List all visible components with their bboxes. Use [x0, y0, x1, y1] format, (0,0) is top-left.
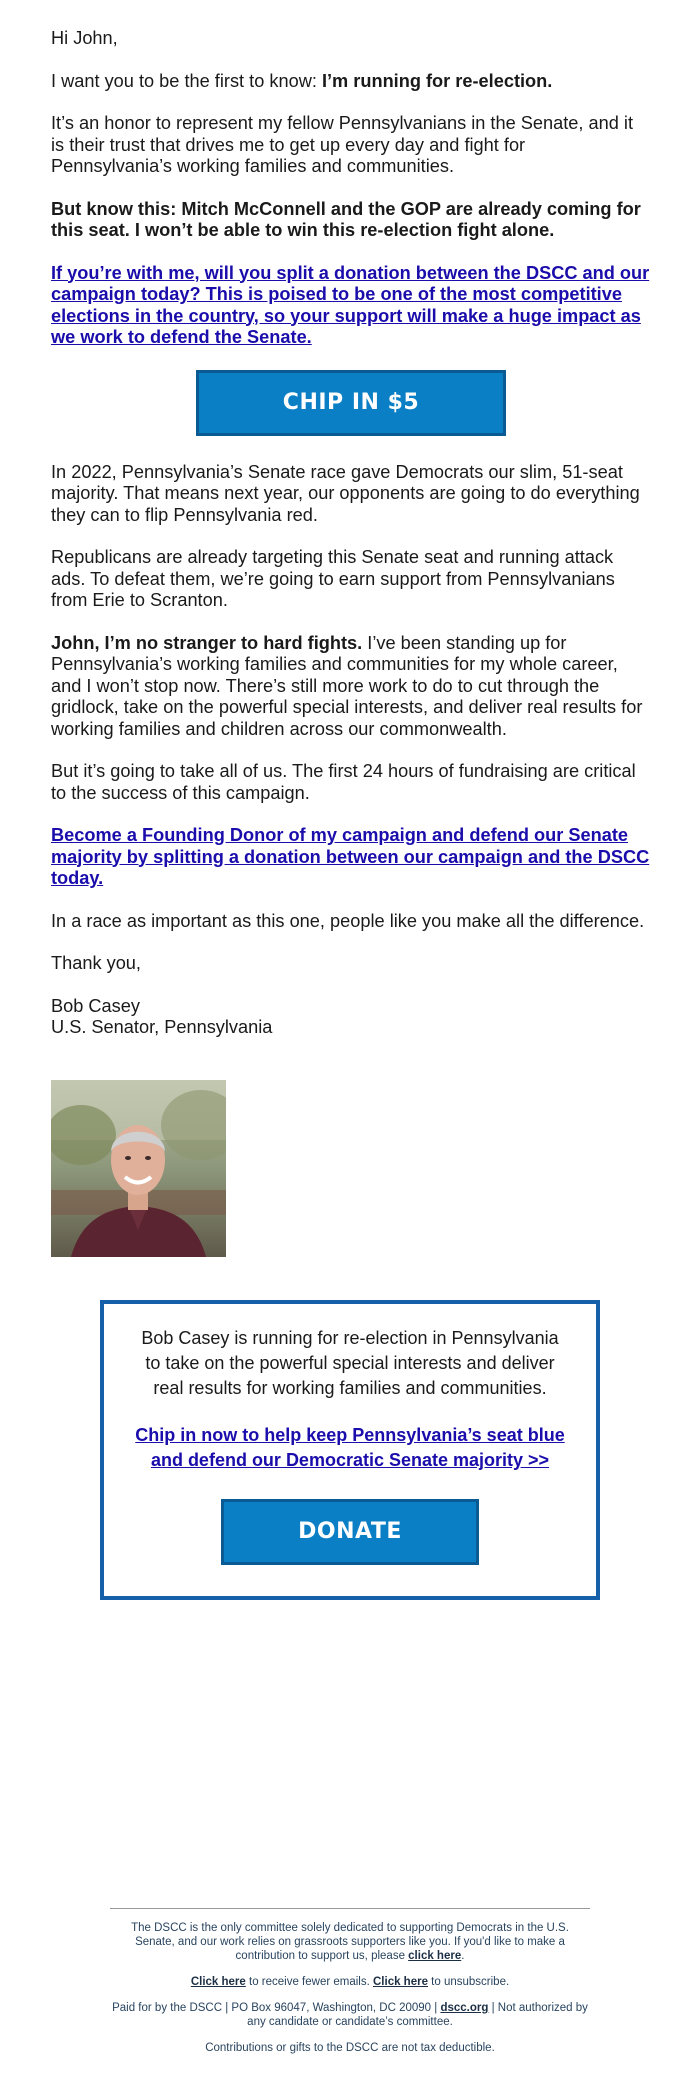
paragraph-24-hours: But it’s going to take all of us. The first 24 hours of fundraising are critical to the success of this campaign.	[51, 761, 636, 803]
paragraph-honor: It’s an honor to represent my fellow Pennsylvanians in the Senate, and it is their trust that drives me to get up every day and fight for Pennsylvania’s working families and communities.	[51, 113, 634, 176]
footer-tax-note: Contributions or gifts to the DSCC are not tax deductible.	[205, 2042, 495, 2054]
announcement-text: I want you to be the first to know:	[51, 70, 322, 91]
hard-fights-text: I’ve been standing up for Pennsylvania’s working families and communities for my whole career, and I won’t stop now. There’s still more work to do to cut through the gridlock, take on the powerful special interests, and deliver real results for working families and children across our commonwealth.	[51, 632, 643, 739]
fewer-emails-text: to receive fewer emails.	[245, 1976, 373, 1988]
paid-for-text: Paid for by the DSCC | PO Box 96047, Washington, DC 20090 |	[112, 2002, 441, 2014]
footer-period: .	[461, 1950, 465, 1962]
donate-button[interactable]: DONATE	[221, 1499, 479, 1565]
email-body	[51, 28, 651, 1060]
callout-text: Bob Casey is running for re-election in Pennsylvania to take on the powerful special interests and deliver real results for working families and communities.	[141, 1328, 559, 1398]
cta-wrap	[51, 370, 651, 436]
paragraph-republicans: Republicans are already targeting this Senate seat and running attack ads. To defeat them, we’re going to earn support from Pennsylvanians from Erie to Scranton.	[51, 547, 615, 610]
dscc-site-link[interactable]: dscc.org	[440, 2002, 489, 2014]
portrait-image	[51, 1080, 226, 1257]
unsubscribe-text: to unsubscribe.	[427, 1976, 510, 1988]
paragraph-2022: In 2022, Pennsylvania’s Senate race gave Democrats our slim, 51-seat majority. That means next year, our opponents are going to do everything they can to flip Pennsylvania red.	[51, 461, 640, 525]
footer-email-prefs	[110, 1975, 590, 1989]
split-donation-link[interactable]: If you’re with me, will you split a donation between the DSCC and our campaign today? This is poised to be one of the most competitive elections in the country, so your support will make a huge impact as we work to defend the Senate.	[51, 262, 650, 347]
donate-callout-box	[100, 1300, 600, 1600]
footer-paid-for	[110, 2001, 590, 2029]
unsubscribe-link[interactable]: Click here	[373, 1976, 428, 1988]
bob-casey-photo	[51, 1080, 226, 1257]
not-authorized-text: | Not authorized by any candidate or candidate’s committee.	[247, 2002, 588, 2028]
keep-seat-blue-link[interactable]: Chip in now to help keep Pennsylvania’s seat blue and defend our Democratic Senate majority >>	[135, 1425, 565, 1470]
footer-committee-note	[110, 1921, 590, 1963]
footer-contribute-link[interactable]: click here	[408, 1950, 462, 1962]
announcement-bold: I’m running for re-election.	[321, 70, 553, 91]
signature-name: Bob Casey	[51, 995, 140, 1016]
paragraph-link-split	[51, 263, 651, 349]
paragraph-difference: In a race as important as this one, people like you make all the difference.	[51, 910, 645, 931]
signoff: Thank you,	[51, 953, 141, 973]
signature	[51, 996, 651, 1039]
hard-fights-bold: John, I’m no stranger to hard fights.	[51, 632, 363, 653]
paragraph-announcement	[51, 71, 651, 93]
footer	[110, 1908, 590, 2067]
paragraph-hard-fights	[51, 633, 651, 741]
fewer-emails-link[interactable]: Click here	[190, 1976, 246, 1988]
greeting: Hi John,	[51, 28, 118, 48]
paragraph-link-founding	[51, 825, 651, 890]
founding-donor-link[interactable]: Become a Founding Donor of my campaign and defend our Senate majority by splitting a donation between our campaign and the DSCC today.	[51, 825, 650, 888]
chip-in-button[interactable]: CHIP IN $5	[196, 370, 506, 436]
footer-committee-text: The DSCC is the only committee solely dedicated to supporting Democrats in the U.S. Senate, and our work relies on grassroots supporters like you. If you'd like to make a contribution to support us, please	[131, 1922, 569, 1962]
paragraph-warning: But know this: Mitch McConnell and the GOP are already coming for this seat. I won’t be able to win this re-election fight alone.	[51, 198, 641, 240]
signature-title: U.S. Senator, Pennsylvania	[51, 1017, 273, 1037]
